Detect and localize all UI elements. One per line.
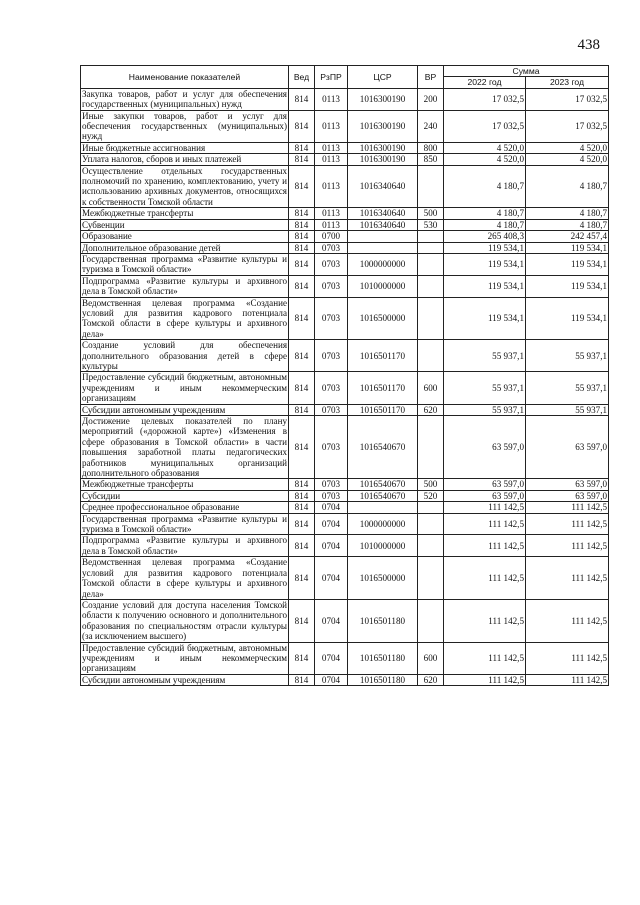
cell-name: Создание условий для доступа населения Томской области к получению основного и дополнительного образования по специальностям отрасли культуры (за исключением высшего) xyxy=(82,599,287,642)
cell-name: Субсидии автономным учреждениям xyxy=(81,404,289,415)
cell-vr xyxy=(418,502,444,513)
cell-amount-2023: 55 937,1 xyxy=(526,404,609,415)
cell-csr: 1016501170 xyxy=(348,340,418,372)
cell-rzpr: 0113 xyxy=(315,208,348,219)
cell-rzpr: 0703 xyxy=(315,253,348,275)
cell-vr: 240 xyxy=(418,110,444,142)
cell-name: Создание условий для обеспечения дополнительного образования детей в сфере культуры xyxy=(82,340,287,371)
cell-amount-2023: 111 142,5 xyxy=(526,599,609,642)
cell-amount-2022: 111 142,5 xyxy=(444,502,526,513)
cell-vr xyxy=(418,513,444,535)
table-row xyxy=(81,110,609,142)
table-row xyxy=(81,479,609,490)
cell-vr xyxy=(418,253,444,275)
cell-name: Уплата налогов, сборов и иных платежей xyxy=(81,154,289,165)
cell-vr: 500 xyxy=(418,479,444,490)
cell-rzpr: 0113 xyxy=(315,110,348,142)
cell-amount-2022: 4 180,7 xyxy=(444,219,526,230)
cell-rzpr: 0704 xyxy=(315,502,348,513)
cell-amount-2023: 242 457,4 xyxy=(526,231,609,242)
cell-amount-2022: 4 520,0 xyxy=(444,142,526,153)
cell-name: Подпрограмма «Развитие культуры и архивного дела в Томской области» xyxy=(82,275,287,297)
cell-csr: 1016501170 xyxy=(348,372,418,404)
cell-vr xyxy=(418,165,444,208)
table-row xyxy=(81,599,609,642)
cell-csr xyxy=(348,231,418,242)
cell-vr xyxy=(418,275,444,297)
cell-amount-2023: 111 142,5 xyxy=(526,557,609,600)
cell-vr xyxy=(418,297,444,340)
cell-rzpr: 0704 xyxy=(315,557,348,600)
cell-amount-2023: 63 597,0 xyxy=(526,490,609,501)
cell-amount-2022: 4 180,7 xyxy=(444,208,526,219)
cell-rzpr: 0704 xyxy=(315,674,348,685)
cell-rzpr: 0704 xyxy=(315,513,348,535)
cell-amount-2023: 111 142,5 xyxy=(526,502,609,513)
table-row xyxy=(81,253,609,275)
header-vr: ВР xyxy=(418,66,444,89)
cell-csr: 1016340640 xyxy=(348,208,418,219)
cell-csr: 1010000000 xyxy=(348,275,418,297)
cell-ved: 814 xyxy=(289,557,315,600)
cell-rzpr: 0113 xyxy=(315,154,348,165)
table-row xyxy=(81,88,609,110)
cell-ved: 814 xyxy=(289,479,315,490)
cell-amount-2022: 119 534,1 xyxy=(444,275,526,297)
header-name: Наименование показателей xyxy=(81,66,289,89)
cell-vr: 520 xyxy=(418,490,444,501)
cell-vr: 850 xyxy=(418,154,444,165)
cell-name: Государственная программа «Развитие культуры и туризма в Томской области» xyxy=(82,513,287,535)
cell-amount-2023: 63 597,0 xyxy=(526,416,609,479)
cell-amount-2023: 55 937,1 xyxy=(526,372,609,404)
cell-rzpr: 0700 xyxy=(315,231,348,242)
cell-csr: 1016300190 xyxy=(348,142,418,153)
cell-amount-2023: 119 534,1 xyxy=(526,275,609,297)
cell-amount-2023: 4 520,0 xyxy=(526,142,609,153)
cell-rzpr: 0703 xyxy=(315,416,348,479)
cell-rzpr: 0113 xyxy=(315,219,348,230)
cell-amount-2022: 17 032,5 xyxy=(444,88,526,110)
cell-ved: 814 xyxy=(289,340,315,372)
header-year-2022: 2022 год xyxy=(444,77,526,88)
table-row xyxy=(81,275,609,297)
cell-name: Предоставление субсидий бюджетным, автономным учреждениям и иным некоммерческим организациям xyxy=(82,372,287,404)
cell-name: Осуществление отдельных государственных полномочий по хранению, комплектованию, учету и использованию архивных документов, относящихся к собственности Томской области xyxy=(82,165,287,207)
cell-ved: 814 xyxy=(289,88,315,110)
cell-amount-2022: 119 534,1 xyxy=(444,297,526,340)
cell-amount-2023: 17 032,5 xyxy=(526,88,609,110)
cell-amount-2022: 4 180,7 xyxy=(444,165,526,208)
cell-amount-2022: 111 142,5 xyxy=(444,642,526,674)
cell-name: Образование xyxy=(81,231,289,242)
cell-amount-2023: 111 142,5 xyxy=(526,535,609,557)
cell-amount-2022: 111 142,5 xyxy=(444,535,526,557)
table-row xyxy=(81,674,609,685)
cell-amount-2023: 55 937,1 xyxy=(526,340,609,372)
cell-amount-2023: 111 142,5 xyxy=(526,674,609,685)
cell-ved: 814 xyxy=(289,165,315,208)
cell-name: Субсидии автономным учреждениям xyxy=(81,674,289,685)
cell-name: Дополнительное образование детей xyxy=(81,242,289,253)
cell-vr xyxy=(418,242,444,253)
cell-name: Межбюджетные трансферты xyxy=(81,479,289,490)
table-row xyxy=(81,142,609,153)
cell-ved: 814 xyxy=(289,275,315,297)
cell-csr: 1016300190 xyxy=(348,88,418,110)
cell-vr: 500 xyxy=(418,208,444,219)
cell-csr xyxy=(348,242,418,253)
cell-name: Ведомственная целевая программа «Создание условий для развития кадрового потенциала Томской области в сфере культуры и архивного дела» xyxy=(82,297,287,339)
cell-csr: 1016340640 xyxy=(348,165,418,208)
cell-amount-2022: 63 597,0 xyxy=(444,416,526,479)
table-row xyxy=(81,535,609,557)
cell-csr: 1000000000 xyxy=(348,513,418,535)
table-row xyxy=(81,404,609,415)
header-rzpr: РзПР xyxy=(315,66,348,89)
cell-rzpr: 0703 xyxy=(315,297,348,340)
cell-ved: 814 xyxy=(289,404,315,415)
table-row xyxy=(81,557,609,600)
cell-amount-2022: 119 534,1 xyxy=(444,253,526,275)
cell-rzpr: 0703 xyxy=(315,275,348,297)
cell-name: Предоставление субсидий бюджетным, автономным учреждениям и иным некоммерческим организациям xyxy=(82,642,287,674)
cell-rzpr: 0703 xyxy=(315,242,348,253)
cell-csr: 1016300190 xyxy=(348,154,418,165)
cell-amount-2023: 119 534,1 xyxy=(526,242,609,253)
table-row xyxy=(81,416,609,479)
cell-vr: 600 xyxy=(418,372,444,404)
cell-amount-2023: 17 032,5 xyxy=(526,110,609,142)
table-row xyxy=(81,340,609,372)
table-row xyxy=(81,231,609,242)
cell-amount-2022: 111 142,5 xyxy=(444,513,526,535)
cell-vr: 200 xyxy=(418,88,444,110)
cell-name: Иные закупки товаров, работ и услуг для обеспечения государственных (муниципальных) нужд xyxy=(82,110,287,142)
table-body xyxy=(81,88,609,685)
cell-ved: 814 xyxy=(289,372,315,404)
cell-ved: 814 xyxy=(289,490,315,501)
cell-ved: 814 xyxy=(289,142,315,153)
header-ved: Вед xyxy=(289,66,315,89)
cell-rzpr: 0113 xyxy=(315,88,348,110)
cell-ved: 814 xyxy=(289,208,315,219)
cell-name: Иные бюджетные ассигнования xyxy=(81,142,289,153)
cell-amount-2023: 4 180,7 xyxy=(526,165,609,208)
cell-amount-2023: 63 597,0 xyxy=(526,479,609,490)
cell-name: Закупка товаров, работ и услуг для обеспечения государственных (муниципальных) нужд xyxy=(82,88,287,110)
cell-amount-2022: 4 520,0 xyxy=(444,154,526,165)
cell-vr: 620 xyxy=(418,674,444,685)
cell-csr: 1016300190 xyxy=(348,110,418,142)
cell-amount-2023: 111 142,5 xyxy=(526,642,609,674)
cell-amount-2022: 17 032,5 xyxy=(444,110,526,142)
cell-name: Субсидии xyxy=(81,490,289,501)
cell-vr xyxy=(418,599,444,642)
cell-rzpr: 0703 xyxy=(315,372,348,404)
cell-ved: 814 xyxy=(289,416,315,479)
cell-ved: 814 xyxy=(289,297,315,340)
cell-vr: 620 xyxy=(418,404,444,415)
cell-amount-2022: 55 937,1 xyxy=(444,372,526,404)
cell-name: Государственная программа «Развитие культуры и туризма в Томской области» xyxy=(82,253,287,275)
cell-csr: 1016501180 xyxy=(348,599,418,642)
cell-name: Подпрограмма «Развитие культуры и архивного дела в Томской области» xyxy=(82,535,287,556)
cell-vr: 530 xyxy=(418,219,444,230)
cell-ved: 814 xyxy=(289,642,315,674)
cell-name: Ведомственная целевая программа «Создание условий для развития кадрового потенциала Томской области в сфере культуры и архивного дела» xyxy=(82,557,287,599)
table-row xyxy=(81,490,609,501)
cell-csr: 1016501170 xyxy=(348,404,418,415)
header-sum: Сумма xyxy=(444,66,609,77)
cell-rzpr: 0703 xyxy=(315,404,348,415)
cell-ved: 814 xyxy=(289,253,315,275)
table-row xyxy=(81,297,609,340)
page-number: 438 xyxy=(577,37,600,53)
cell-amount-2023: 119 534,1 xyxy=(526,297,609,340)
cell-rzpr: 0704 xyxy=(315,599,348,642)
table-row xyxy=(81,242,609,253)
cell-amount-2022: 55 937,1 xyxy=(444,404,526,415)
cell-amount-2023: 4 180,7 xyxy=(526,219,609,230)
cell-ved: 814 xyxy=(289,502,315,513)
cell-vr xyxy=(418,231,444,242)
cell-csr: 1000000000 xyxy=(348,253,418,275)
table-row xyxy=(81,502,609,513)
cell-amount-2022: 63 597,0 xyxy=(444,490,526,501)
table-row xyxy=(81,208,609,219)
cell-csr: 1010000000 xyxy=(348,535,418,557)
cell-amount-2023: 111 142,5 xyxy=(526,513,609,535)
cell-name: Достижение целевых показателей по плану мероприятий («дорожной карте») «Изменения в сфере образования в Томской области» в части повышения заработной платы педагогических работников муниципальных организаций дополнительного образования xyxy=(82,416,287,479)
cell-vr xyxy=(418,416,444,479)
cell-vr xyxy=(418,535,444,557)
cell-name: Среднее профессиональное образование xyxy=(81,502,289,513)
cell-csr: 1016340640 xyxy=(348,219,418,230)
cell-amount-2023: 4 520,0 xyxy=(526,154,609,165)
cell-ved: 814 xyxy=(289,599,315,642)
cell-amount-2022: 63 597,0 xyxy=(444,479,526,490)
budget-table xyxy=(80,65,609,686)
cell-csr: 1016500000 xyxy=(348,557,418,600)
cell-amount-2022: 119 534,1 xyxy=(444,242,526,253)
cell-rzpr: 0703 xyxy=(315,479,348,490)
cell-amount-2022: 265 408,3 xyxy=(444,231,526,242)
cell-amount-2023: 119 534,1 xyxy=(526,253,609,275)
cell-csr xyxy=(348,502,418,513)
cell-csr: 1016540670 xyxy=(348,416,418,479)
cell-rzpr: 0704 xyxy=(315,642,348,674)
cell-vr: 600 xyxy=(418,642,444,674)
cell-vr xyxy=(418,557,444,600)
cell-csr: 1016501180 xyxy=(348,674,418,685)
cell-amount-2022: 111 142,5 xyxy=(444,557,526,600)
cell-ved: 814 xyxy=(289,231,315,242)
cell-rzpr: 0703 xyxy=(315,340,348,372)
cell-ved: 814 xyxy=(289,219,315,230)
cell-ved: 814 xyxy=(289,154,315,165)
cell-vr xyxy=(418,340,444,372)
cell-csr: 1016540670 xyxy=(348,490,418,501)
cell-rzpr: 0704 xyxy=(315,535,348,557)
cell-csr: 1016500000 xyxy=(348,297,418,340)
cell-csr: 1016540670 xyxy=(348,479,418,490)
cell-amount-2022: 55 937,1 xyxy=(444,340,526,372)
table-row xyxy=(81,219,609,230)
cell-ved: 814 xyxy=(289,110,315,142)
cell-rzpr: 0703 xyxy=(315,490,348,501)
table-row xyxy=(81,165,609,208)
cell-csr: 1016501180 xyxy=(348,642,418,674)
cell-rzpr: 0113 xyxy=(315,165,348,208)
cell-name: Межбюджетные трансферты xyxy=(81,208,289,219)
table-row xyxy=(81,513,609,535)
cell-name: Субвенции xyxy=(81,219,289,230)
cell-ved: 814 xyxy=(289,535,315,557)
cell-ved: 814 xyxy=(289,242,315,253)
table-row xyxy=(81,642,609,674)
table-row xyxy=(81,372,609,404)
table-row xyxy=(81,154,609,165)
cell-ved: 814 xyxy=(289,674,315,685)
cell-ved: 814 xyxy=(289,513,315,535)
header-year-2023: 2023 год xyxy=(526,77,609,88)
cell-amount-2022: 111 142,5 xyxy=(444,674,526,685)
header-csr: ЦСР xyxy=(348,66,418,89)
cell-amount-2023: 4 180,7 xyxy=(526,208,609,219)
cell-amount-2022: 111 142,5 xyxy=(444,599,526,642)
cell-vr: 800 xyxy=(418,142,444,153)
cell-rzpr: 0113 xyxy=(315,142,348,153)
